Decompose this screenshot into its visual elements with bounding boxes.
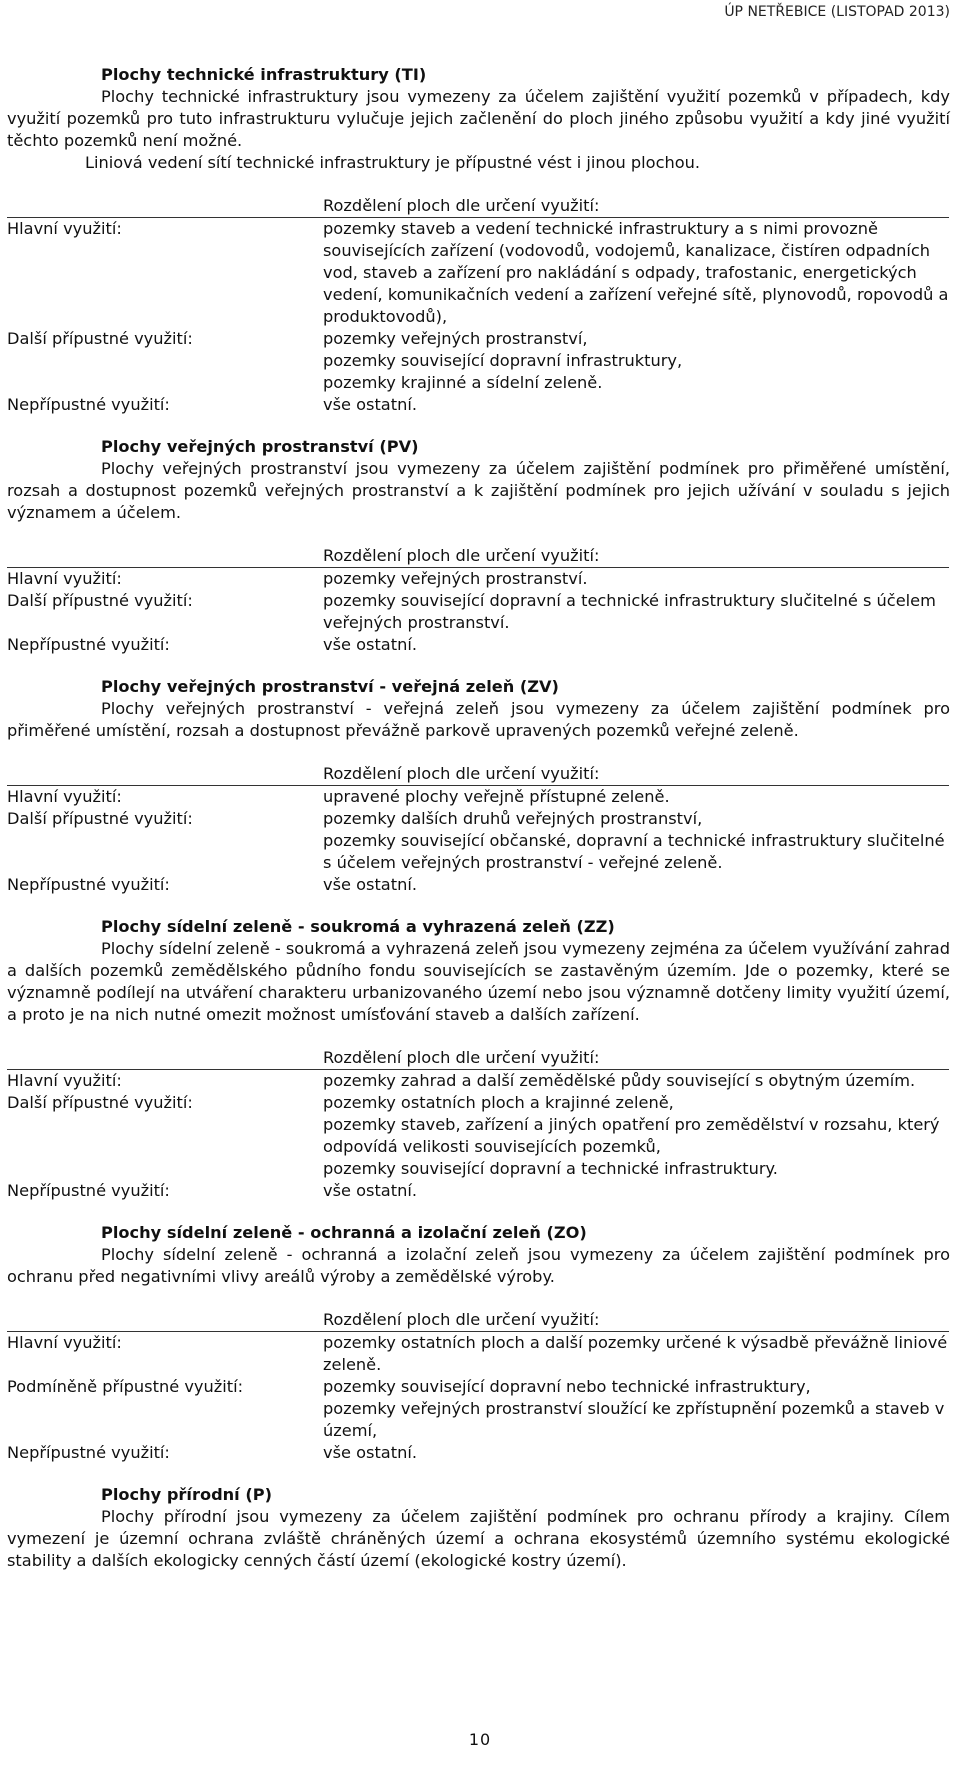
usage-label — [7, 1158, 323, 1180]
usage-value: upravené plochy veřejně přístupné zeleně. — [323, 787, 670, 806]
usage-table — [7, 545, 950, 656]
usage-value: pozemky související dopravní nebo technické infrastruktury, — [323, 1377, 811, 1396]
document-body — [7, 64, 950, 1592]
usage-value: pozemky ostatních ploch a krajinné zeleně, — [323, 1093, 674, 1112]
usage-value: pozemky související občanské, dopravní a technické infrastruktury slučitelné s účelem veřejných prostranství - veřejné zeleně. — [323, 831, 945, 872]
usage-table-row — [7, 1114, 950, 1158]
usage-value: pozemky krajinné a sídelní zeleně. — [323, 373, 603, 392]
usage-label: Další přípustné využití: — [7, 329, 193, 348]
usage-value: vše ostatní. — [323, 875, 417, 894]
usage-label — [7, 350, 323, 372]
usage-table-row — [7, 350, 950, 372]
usage-table-row — [7, 590, 950, 634]
usage-table-row — [7, 372, 950, 394]
usage-table-heading: Rozdělení ploch dle určení využití: — [7, 1047, 949, 1070]
usage-value: vše ostatní. — [323, 395, 417, 414]
usage-label: Nepřípustné využití: — [7, 395, 170, 414]
usage-label: Podmíněně přípustné využití: — [7, 1377, 244, 1396]
usage-label: Nepřípustné využití: — [7, 1181, 170, 1200]
usage-value: vše ostatní. — [323, 1443, 417, 1462]
section-paragraph: Plochy přírodní jsou vymezeny za účelem zajištění podmínek pro ochranu přírody a krajiny. Cílem vymezení je územní ochrana zvláště chráněných území a ochrana ekosystémů územního systému ekologické stability a dalších ekologicky cenných částí území (ekologické kostry území). — [7, 1507, 950, 1570]
section — [7, 916, 950, 1202]
usage-label: Nepřípustné využití: — [7, 635, 170, 654]
usage-label — [7, 1114, 323, 1158]
section-paragraph: Plochy sídelní zeleně - ochranná a izolační zeleň jsou vymezeny za účelem zajištění podmínek pro ochranu před negativními vlivy areálů výroby a zemědělské výroby. — [7, 1245, 950, 1286]
usage-value: pozemky staveb, zařízení a jiných opatření pro zemědělství v rozsahu, který odpovídá velikosti souvisejících pozemků, — [323, 1115, 940, 1156]
usage-table-row — [7, 1398, 950, 1442]
section — [7, 64, 950, 416]
usage-table-row — [7, 786, 950, 808]
usage-value: pozemky související dopravní a technické infrastruktury. — [323, 1159, 778, 1178]
usage-label: Nepřípustné využití: — [7, 1443, 170, 1462]
usage-table-row — [7, 1180, 950, 1202]
usage-table — [7, 763, 950, 896]
usage-table — [7, 195, 950, 416]
section-paragraph: Liniová vedení sítí technické infrastruktury je přípustné vést i jinou plochou. — [85, 153, 701, 172]
section-paragraph: Plochy technické infrastruktury jsou vymezeny za účelem zajištění využití pozemků v případech, kdy využití pozemků pro tuto infrastrukturu vylučuje jejich začlenění do ploch jiného způsobu využití a kdy jiné využití těchto pozemků není možné. — [7, 87, 950, 150]
usage-table-row — [7, 634, 950, 656]
section-title: Plochy sídelní zeleně - soukromá a vyhrazená zeleň (ZZ) — [101, 917, 615, 936]
usage-table — [7, 1047, 950, 1202]
section-title: Plochy technické infrastruktury (TI) — [101, 65, 427, 84]
usage-label: Další přípustné využití: — [7, 809, 193, 828]
usage-value: pozemky veřejných prostranství sloužící ke zpřístupnění pozemků a staveb v území, — [323, 1399, 945, 1440]
usage-value: pozemky veřejných prostranství, — [323, 329, 588, 348]
usage-value: pozemky ostatních ploch a další pozemky určené k výsadbě převážně liniové zeleně. — [323, 1333, 948, 1374]
usage-label: Další přípustné využití: — [7, 591, 193, 610]
usage-value: pozemky dalších druhů veřejných prostranství, — [323, 809, 703, 828]
usage-label — [7, 1398, 323, 1442]
usage-table-row — [7, 1332, 950, 1376]
usage-value: pozemky staveb a vedení technické infrastruktury a s nimi provozně souvisejících zařízení (vodovodů, vodojemů, kanalizace, čistíren odpadních vod, staveb a zařízení pro nakládání s odpady, trafostanic, energetických vedení, komunikačních vedení a zařízení veřejné sítě, plynovodů, ropovodů a produktovodů), — [323, 219, 949, 326]
section-paragraph: Plochy sídelní zeleně - soukromá a vyhrazená zeleň jsou vymezeny zejména za účelem využívání zahrad a dalších pozemků zemědělského půdního fondu souvisejících se zastavěným územím. Jde o pozemky, které se významně podílejí na utváření charakteru urbanizovaného území nebo jsou významně dotčeny limity využití území, a proto je na nich nutné omezit možnost umísťování staveb a dalších zařízení. — [7, 939, 951, 1024]
usage-table-row — [7, 808, 950, 830]
section — [7, 676, 950, 896]
usage-label: Další přípustné využití: — [7, 1093, 193, 1112]
usage-table-row — [7, 218, 950, 328]
usage-table-row — [7, 394, 950, 416]
section — [7, 1484, 950, 1572]
usage-table-row — [7, 1442, 950, 1464]
usage-table-heading: Rozdělení ploch dle určení využití: — [7, 763, 949, 786]
usage-table-heading: Rozdělení ploch dle určení využití: — [7, 1309, 949, 1332]
usage-table-row — [7, 1092, 950, 1114]
usage-table-heading: Rozdělení ploch dle určení využití: — [7, 545, 949, 568]
document-header: ÚP NETŘEBICE (LISTOPAD 2013) — [724, 4, 950, 20]
usage-label — [7, 830, 323, 874]
section-paragraph: Plochy veřejných prostranství jsou vymezeny za účelem zajištění podmínek pro přiměřené umístění, rozsah a dostupnost pozemků veřejných prostranství a k zajištění podmínek pro jejich užívání v souladu s jejich významem a účelem. — [7, 459, 950, 522]
usage-table-row — [7, 1070, 950, 1092]
usage-value: vše ostatní. — [323, 635, 417, 654]
section-paragraph: Plochy veřejných prostranství - veřejná zeleň jsou vymezeny za účelem zajištění podmínek pro přiměřené umístění, rozsah a dostupnost převážně parkově upravených pozemků veřejné zeleně. — [7, 699, 950, 740]
usage-value: pozemky veřejných prostranství. — [323, 569, 588, 588]
usage-value: vše ostatní. — [323, 1181, 417, 1200]
usage-value: pozemky zahrad a další zemědělské půdy související s obytným územím. — [323, 1071, 916, 1090]
usage-table-row — [7, 568, 950, 590]
usage-table-row — [7, 1158, 950, 1180]
usage-value: pozemky související dopravní infrastruktury, — [323, 351, 683, 370]
usage-table-heading: Rozdělení ploch dle určení využití: — [7, 195, 949, 218]
usage-value: pozemky související dopravní a technické infrastruktury slučitelné s účelem veřejných prostranství. — [323, 591, 936, 632]
section-title: Plochy přírodní (P) — [101, 1485, 273, 1504]
section-title: Plochy sídelní zeleně - ochranná a izolační zeleň (ZO) — [101, 1223, 587, 1242]
usage-label — [7, 372, 323, 394]
usage-table-row — [7, 1376, 950, 1398]
usage-label: Hlavní využití: — [7, 219, 122, 238]
section — [7, 436, 950, 656]
usage-label: Hlavní využití: — [7, 1333, 122, 1352]
usage-table-row — [7, 830, 950, 874]
section — [7, 1222, 950, 1464]
usage-table-row — [7, 874, 950, 896]
usage-table — [7, 1309, 950, 1464]
usage-label: Hlavní využití: — [7, 1071, 122, 1090]
section-title: Plochy veřejných prostranství - veřejná zeleň (ZV) — [101, 677, 559, 696]
usage-table-row — [7, 328, 950, 350]
page-number: 10 — [468, 1730, 492, 1749]
section-title: Plochy veřejných prostranství (PV) — [101, 437, 419, 456]
usage-label: Hlavní využití: — [7, 569, 122, 588]
usage-label: Hlavní využití: — [7, 787, 122, 806]
sections-container — [7, 64, 950, 1572]
usage-label: Nepřípustné využití: — [7, 875, 170, 894]
